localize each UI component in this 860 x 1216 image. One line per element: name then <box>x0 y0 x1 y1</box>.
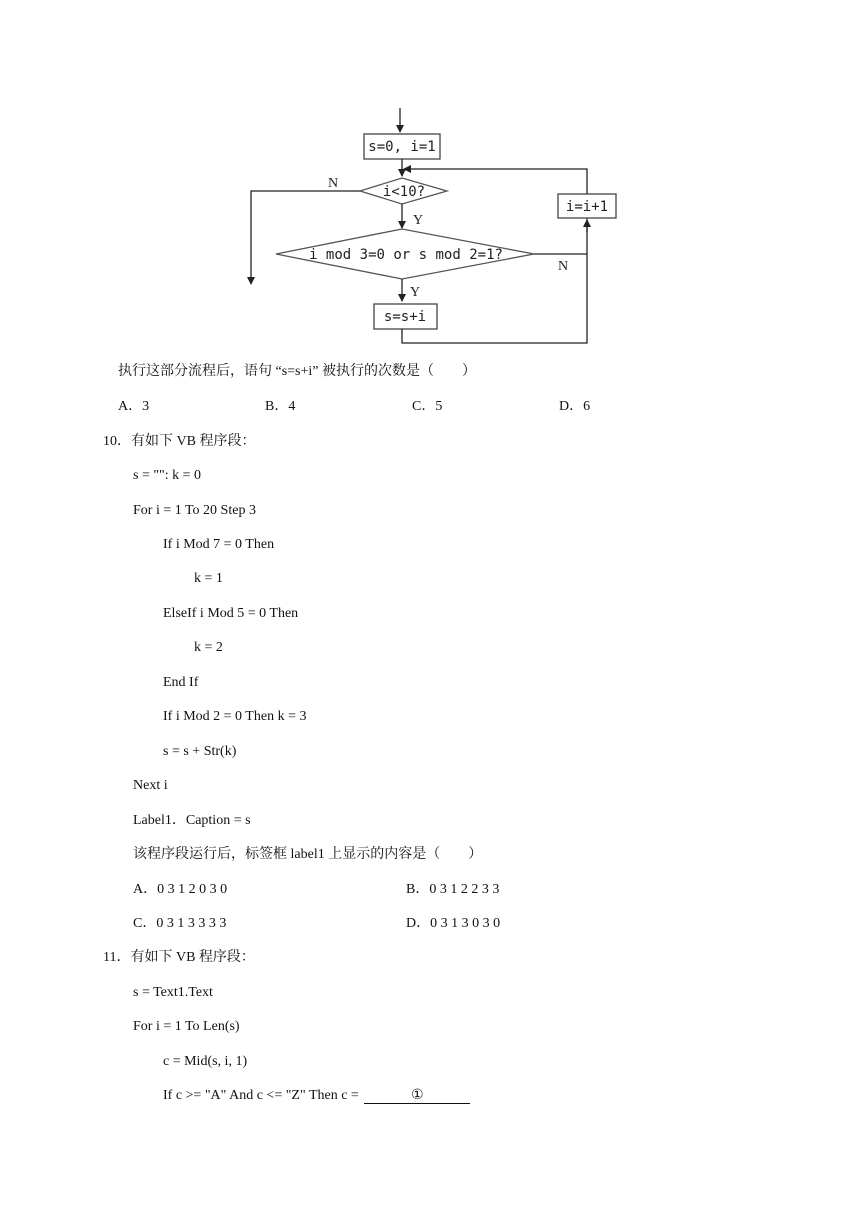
cond1-text: i<10? <box>382 184 426 200</box>
body-text: s=s+i <box>383 309 427 325</box>
q10-code-line: If i Mod 2 = 0 Then k = 3 <box>163 709 307 724</box>
incr-text: i=i+1 <box>565 199 609 215</box>
answer-blank-1[interactable]: ① <box>364 1088 470 1104</box>
q10-code-line: s = s + Str(k) <box>163 744 237 759</box>
q10-code-line: k = 2 <box>194 640 223 655</box>
init-text: s=0, i=1 <box>368 139 436 155</box>
cond1-yes-label: Y <box>413 213 424 228</box>
q10-question: 该程序段运行后，标签框 label1 上显示的内容是（ ） <box>133 847 483 862</box>
cond2-text: i mod 3=0 or s mod 2=1? <box>309 247 503 263</box>
q11-code-line-with-blank <box>163 1088 470 1104</box>
q10-code-line: ElseIf i Mod 5 = 0 Then <box>163 606 299 621</box>
flowchart <box>0 0 860 360</box>
q9-question: 执行这部分流程后，语句 “s=s+i” 被执行的次数是（ ） <box>118 364 477 379</box>
q10-option-c[interactable]: C．0 3 1 3 3 3 3 <box>133 916 227 931</box>
q10-code-line: If i Mod 7 = 0 Then <box>163 537 275 552</box>
q10-code-line: s = "": k = 0 <box>133 468 202 483</box>
q10-option-a[interactable]: A．0 3 1 2 0 3 0 <box>133 882 228 897</box>
q10-heading: 10．有如下 VB 程序段： <box>103 434 256 449</box>
q11-code-line: s = Text1.Text <box>133 985 213 1000</box>
flow-cond1-no <box>251 191 360 284</box>
q11-code-text: If c >= "A" And c <= "Z" Then c = <box>163 1088 363 1103</box>
q11-code-line: For i = 1 To Len(s) <box>133 1019 240 1034</box>
q10-option-d[interactable]: D．0 3 1 3 0 3 0 <box>406 916 501 931</box>
q9-option-a[interactable]: A．3 <box>118 399 150 414</box>
cond1-no-label: N <box>328 176 339 191</box>
q9-option-b[interactable]: B．4 <box>265 399 296 414</box>
q10-code-line: Label1．Caption = s <box>133 813 251 828</box>
cond2-yes-label: Y <box>410 285 421 300</box>
q10-code-line: End If <box>163 675 199 690</box>
q10-option-b[interactable]: B．0 3 1 2 2 3 3 <box>406 882 500 897</box>
q9-option-c[interactable]: C．5 <box>412 399 443 414</box>
q11-heading: 11．有如下 VB 程序段： <box>103 950 255 965</box>
q10-code-line: For i = 1 To 20 Step 3 <box>133 503 256 518</box>
q9-option-d[interactable]: D．6 <box>559 399 591 414</box>
q10-code-line: Next i <box>133 778 168 793</box>
cond2-no-label: N <box>558 259 569 274</box>
q11-code-line: c = Mid(s, i, 1) <box>163 1054 248 1069</box>
q10-code-line: k = 1 <box>194 571 223 586</box>
